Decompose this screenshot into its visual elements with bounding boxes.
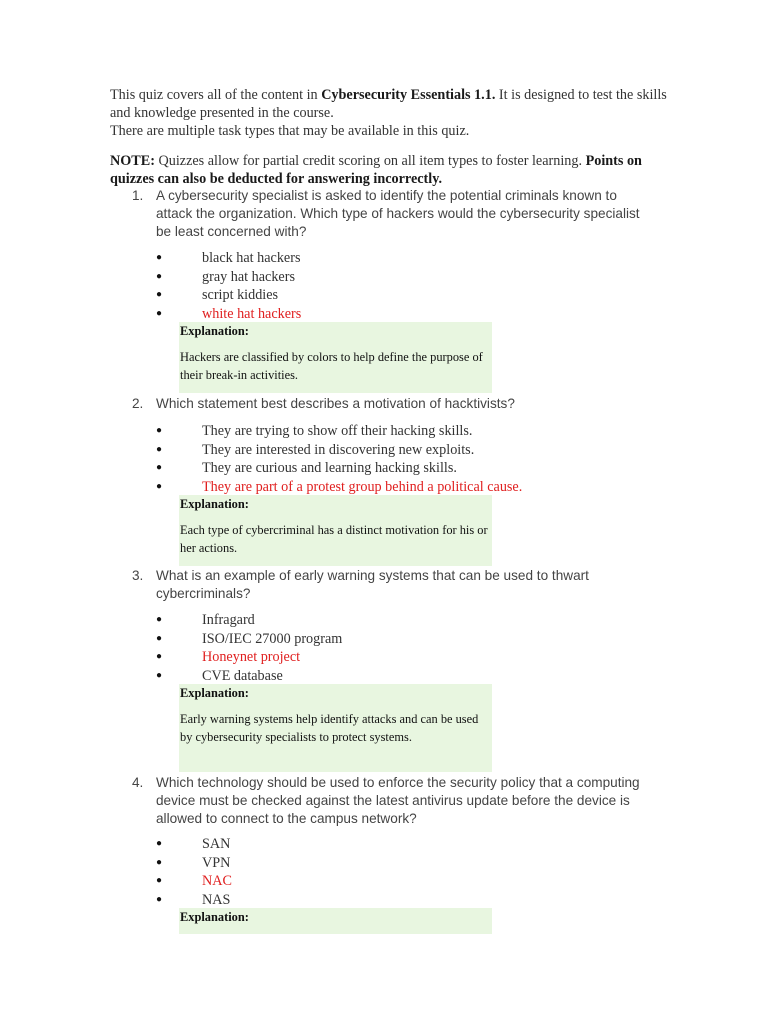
bullet-icon: ● — [156, 462, 163, 474]
course-name: Cybersecurity Essentials 1.1. — [321, 87, 496, 103]
note-paragraph — [110, 152, 670, 188]
explanation-label: Explanation: — [180, 497, 249, 511]
answer-option: ● VPN — [156, 854, 231, 871]
question-number: 4. — [132, 775, 144, 790]
note-label: NOTE: — [110, 153, 155, 169]
intro-text-continued: It is designed to test the skills and knowledge presented in the course. — [110, 87, 667, 121]
answer-option: ● They are interested in discovering new exploits. — [156, 441, 475, 458]
bullet-icon: ● — [156, 252, 163, 263]
question-text: What is an example of early warning systems that can be used to thwart cybercriminals? — [156, 568, 589, 601]
note-text: Quizzes allow for partial credit scoring on all item types to foster learning. — [154, 153, 586, 169]
correct-answer-option: ● Honeynet project — [156, 649, 301, 666]
bullet-icon: ● — [156, 614, 163, 625]
bullet-icon: ● — [156, 838, 163, 849]
answer-option: ● black hat hackers — [156, 250, 301, 266]
question-text: Which statement best describes a motivation of hacktivists? — [156, 396, 515, 411]
answer-option: ● They are curious and learning hacking skills. — [156, 460, 457, 477]
bullet-icon: ● — [156, 289, 163, 301]
explanation-box — [179, 684, 492, 772]
explanation-label: Explanation: — [180, 686, 249, 700]
note-warning: Points on quizzes can also be deducted for answering incorrectly. — [110, 153, 642, 187]
explanation-text: Early warning systems help identify attacks and can be used by cybersecurity specialists to protect systems. — [180, 712, 479, 744]
bullet-icon: ● — [156, 270, 163, 282]
correct-answer-option: ● They are part of a protest group behind a political cause. — [156, 479, 523, 496]
question-1-options — [156, 249, 616, 324]
bullet-icon: ● — [156, 651, 163, 663]
question-text: A cybersecurity specialist is asked to identify the potential criminals known to attack the organization. Which type of hackers would the cybersecurity specialist be least concerned with? — [156, 188, 640, 239]
explanation-box — [179, 322, 492, 393]
question-number: 3. — [132, 568, 144, 583]
question-3-options — [156, 611, 616, 686]
question-1 — [132, 187, 652, 241]
explanation-label: Explanation: — [180, 910, 249, 924]
bullet-icon: ● — [156, 632, 163, 644]
explanation-box — [179, 495, 492, 566]
correct-answer-option: ● NAC — [156, 873, 232, 890]
question-2-options — [156, 422, 616, 497]
answer-option: ● script kiddies — [156, 287, 279, 304]
question-number: 2. — [132, 396, 144, 411]
answer-option: ● CVE database — [156, 668, 283, 685]
bullet-icon: ● — [156, 856, 163, 868]
answer-option: ● They are trying to show off their hacking skills. — [156, 423, 473, 439]
intro-text: This quiz covers all of the content in — [110, 87, 322, 103]
question-3 — [132, 567, 652, 603]
explanation-text: Hackers are classified by colors to help define the purpose of their break-in activities. — [180, 350, 483, 382]
question-number: 1. — [132, 188, 144, 203]
question-4 — [132, 774, 652, 828]
question-text: Which technology should be used to enforce the security policy that a computing device must be checked against the latest antivirus update before the device is allowed to connect to the campus network? — [156, 775, 640, 826]
bullet-icon: ● — [156, 308, 163, 320]
bullet-icon: ● — [156, 875, 163, 887]
bullet-icon: ● — [156, 425, 163, 436]
quiz-intro — [110, 86, 670, 188]
intro-paragraph — [110, 86, 670, 122]
correct-answer-option: ● white hat hackers — [156, 306, 302, 323]
answer-option: ● gray hat hackers — [156, 268, 295, 285]
explanation-box — [179, 908, 492, 934]
question-4-options — [156, 835, 616, 910]
question-2 — [132, 395, 652, 413]
answer-option: ● NAS — [156, 892, 231, 909]
answer-option: ● ISO/IEC 27000 program — [156, 630, 343, 647]
answer-option: ● Infragard — [156, 612, 255, 628]
explanation-text: Each type of cybercriminal has a distinct motivation for his or her actions. — [180, 523, 488, 555]
answer-option: ● SAN — [156, 836, 231, 852]
explanation-label: Explanation: — [180, 324, 249, 338]
bullet-icon: ● — [156, 894, 163, 906]
intro-task-types: There are multiple task types that may be available in this quiz. — [110, 123, 470, 139]
bullet-icon: ● — [156, 443, 163, 455]
bullet-icon: ● — [156, 481, 163, 493]
bullet-icon: ● — [156, 670, 163, 682]
